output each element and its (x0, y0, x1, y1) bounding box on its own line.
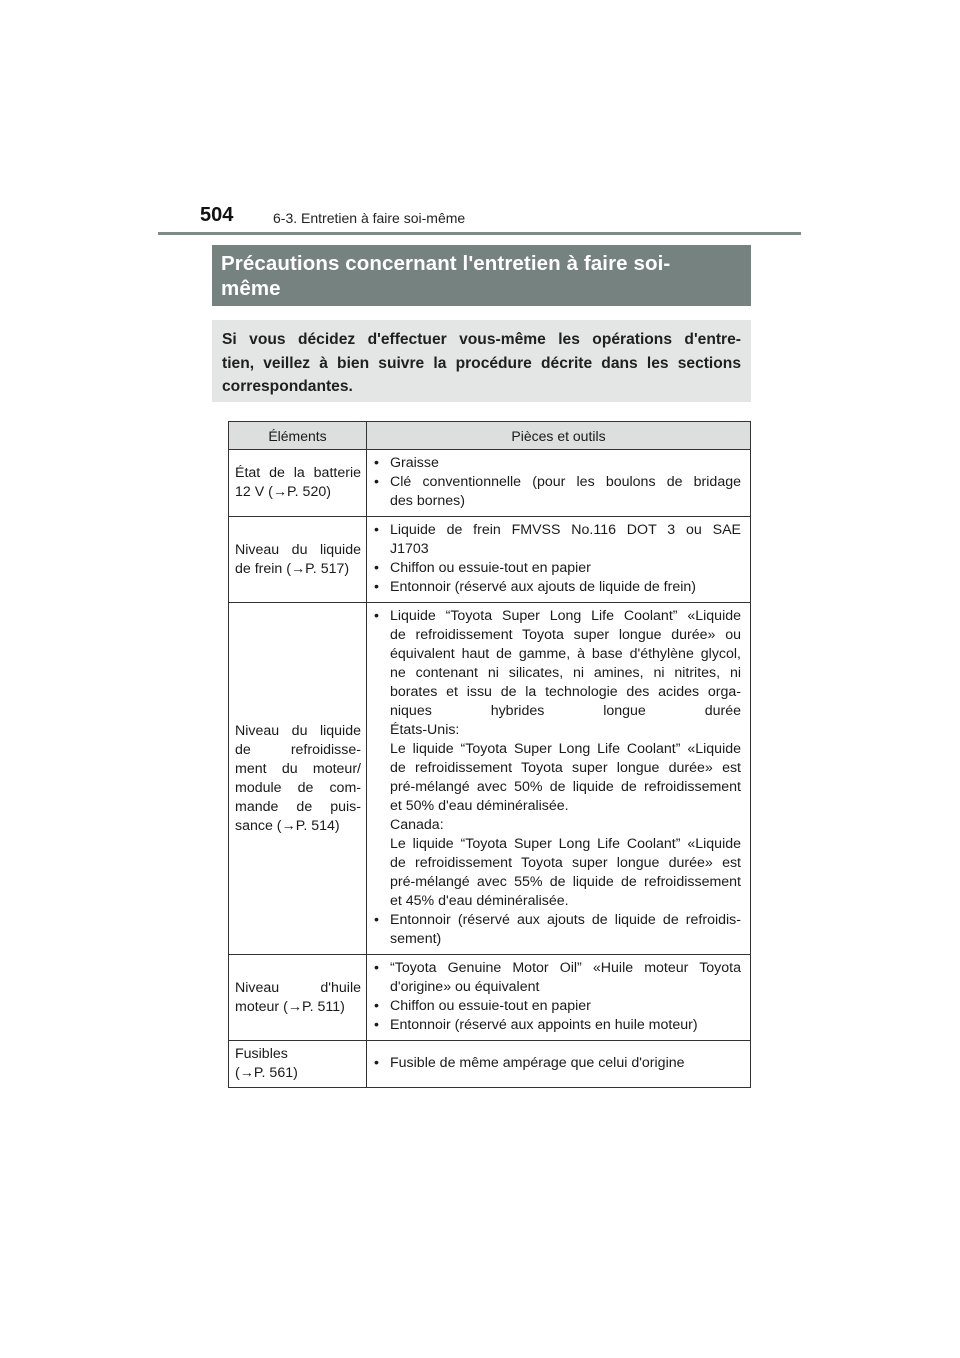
column-header-elements: Éléments (229, 422, 367, 450)
parts-line (374, 540, 741, 559)
parts-text: borates et issu de la technologie des acides orga- (390, 684, 741, 700)
parts-line (374, 740, 741, 759)
element-text: État de la batterie (235, 465, 361, 481)
parts-line (374, 607, 741, 626)
element-text: Fusibles (235, 1046, 288, 1062)
element-text: ment du moteur/ (235, 760, 361, 777)
parts-line (374, 997, 741, 1016)
element-text: mande de puis- (235, 798, 361, 815)
parts-text: Le liquide “Toyota Super Long Life Coolant” «Liquide (390, 836, 741, 852)
intro-note (212, 320, 751, 402)
page-header (200, 204, 800, 234)
parts-line (374, 645, 741, 664)
parts-text: et 50% d'eau déminéralisée. (390, 798, 569, 814)
parts-line (374, 873, 741, 892)
bullet-icon: • (374, 960, 379, 976)
bullet-icon: • (374, 608, 379, 624)
parts-text: des bornes) (390, 493, 465, 509)
parts-line (374, 721, 741, 740)
parts-line (374, 521, 741, 540)
maintenance-parts-table (228, 421, 751, 1088)
element-cell (229, 603, 367, 955)
bullet-icon: • (374, 579, 379, 595)
element-text: module de com- (235, 779, 361, 796)
parts-text: Liquide de frein FMVSS No.116 DOT 3 ou SAE (390, 522, 741, 538)
element-cell (229, 450, 367, 517)
intro-line: Si vous décidez d'effectuer vous-même les opérations d'entre- (222, 331, 741, 348)
parts-text: Fusible de même ampérage que celui d'origine (390, 1055, 685, 1071)
parts-text: Le liquide “Toyota Super Long Life Coolant” «Liquide (390, 741, 741, 757)
parts-text: Entonnoir (réservé aux ajouts de liquide de frein) (390, 579, 696, 595)
bullet-icon: • (374, 522, 379, 538)
element-text: Niveau du liquide (235, 541, 361, 558)
intro-line: correspondantes. (222, 378, 353, 395)
parts-line (374, 664, 741, 683)
heading-line: Précautions concernant l'entretien à faire soi- (221, 252, 671, 275)
element-text: Niveau d'huile (235, 979, 361, 996)
parts-cell (367, 603, 751, 955)
table-row (229, 603, 751, 955)
table-row (229, 1041, 751, 1088)
table-row (229, 517, 751, 603)
parts-line (374, 492, 741, 511)
parts-line (374, 454, 741, 473)
parts-text: Entonnoir (réservé aux ajouts de liquide de refroidis- (390, 912, 741, 928)
bullet-icon: • (374, 474, 379, 490)
section-title: 6-3. Entretien à faire soi-même (273, 210, 466, 226)
parts-text: Entonnoir (réservé aux appoints en huile moteur) (390, 1017, 698, 1033)
parts-text: sement) (390, 931, 442, 947)
element-cell (229, 1041, 367, 1088)
intro-line: tien, veillez à bien suivre la procédure décrite dans les sections (222, 354, 741, 372)
parts-text: équivalent haut de gamme, à base d'éthylène glycol, (390, 646, 741, 662)
bullet-icon: • (374, 912, 379, 928)
bullet-icon: • (374, 1055, 379, 1071)
parts-text: Canada: (390, 817, 444, 833)
element-cell (229, 517, 367, 603)
parts-text: pré-mélangé avec 50% de liquide de refroidissement (390, 779, 741, 795)
element-text: (→P. 561) (235, 1065, 298, 1081)
heading-line: même (221, 277, 281, 300)
parts-line (374, 797, 741, 816)
parts-line (374, 854, 741, 873)
parts-line (374, 959, 741, 978)
parts-line (374, 1054, 741, 1073)
parts-text: Clé conventionnelle (pour les boulons de bridage (390, 474, 741, 490)
parts-line (374, 559, 741, 578)
parts-cell (367, 450, 751, 517)
parts-line (374, 911, 741, 930)
parts-text: États-Unis: (390, 722, 460, 738)
header-divider (158, 232, 801, 235)
table-header-row (229, 422, 751, 450)
element-text: Niveau du liquide (235, 722, 361, 739)
parts-text: ne contenant ni silicates, ni amines, ni nitrites, ni (390, 665, 741, 681)
parts-line (374, 978, 741, 997)
parts-line (374, 816, 741, 835)
parts-text: d'origine» ou équivalent (390, 979, 540, 995)
element-text: moteur (→P. 511) (235, 998, 345, 1015)
parts-text: Chiffon ou essuie-tout en papier (390, 998, 591, 1014)
parts-text: de refroidissement Toyota super longue durée» est (390, 760, 741, 776)
element-text: de frein (→P. 517) (235, 560, 350, 577)
parts-line (374, 930, 741, 949)
element-text: 12 V (→P. 520) (235, 484, 331, 500)
parts-cell (367, 517, 751, 603)
element-cell (229, 955, 367, 1041)
parts-line (374, 778, 741, 797)
bullet-icon: • (374, 560, 379, 576)
parts-text: J1703 (390, 541, 429, 557)
parts-line (374, 892, 741, 911)
parts-cell (367, 1041, 751, 1088)
parts-line (374, 626, 741, 645)
table-row (229, 450, 751, 517)
parts-line (374, 759, 741, 778)
parts-text: de refroidissement Toyota super longue durée» ou (390, 627, 741, 643)
bullet-icon: • (374, 1017, 379, 1033)
parts-line (374, 702, 741, 721)
parts-text: de refroidissement Toyota super longue durée» est (390, 855, 741, 871)
parts-line (374, 835, 741, 854)
parts-text: pré-mélangé avec 55% de liquide de refroidissement (390, 874, 741, 890)
parts-text: Chiffon ou essuie-tout en papier (390, 560, 591, 576)
parts-text: “Toyota Genuine Motor Oil” «Huile moteur Toyota (390, 960, 741, 976)
parts-line (374, 473, 741, 492)
page-number: 504 (200, 204, 234, 226)
parts-text: Liquide “Toyota Super Long Life Coolant” «Liquide (390, 608, 741, 624)
element-text: de refroidisse- (235, 741, 361, 758)
parts-text: Graisse (390, 455, 439, 471)
parts-text: niques hybrides longue durée (390, 703, 741, 719)
parts-line (374, 683, 741, 702)
parts-cell (367, 955, 751, 1041)
element-text: sance (→P. 514) (235, 817, 340, 834)
column-header-parts: Pièces et outils (367, 422, 751, 450)
parts-line (374, 1016, 741, 1035)
parts-line (374, 578, 741, 597)
table-row (229, 955, 751, 1041)
bullet-icon: • (374, 998, 379, 1014)
section-heading (212, 245, 751, 306)
bullet-icon: • (374, 455, 379, 471)
parts-text: et 45% d'eau déminéralisée. (390, 893, 569, 909)
